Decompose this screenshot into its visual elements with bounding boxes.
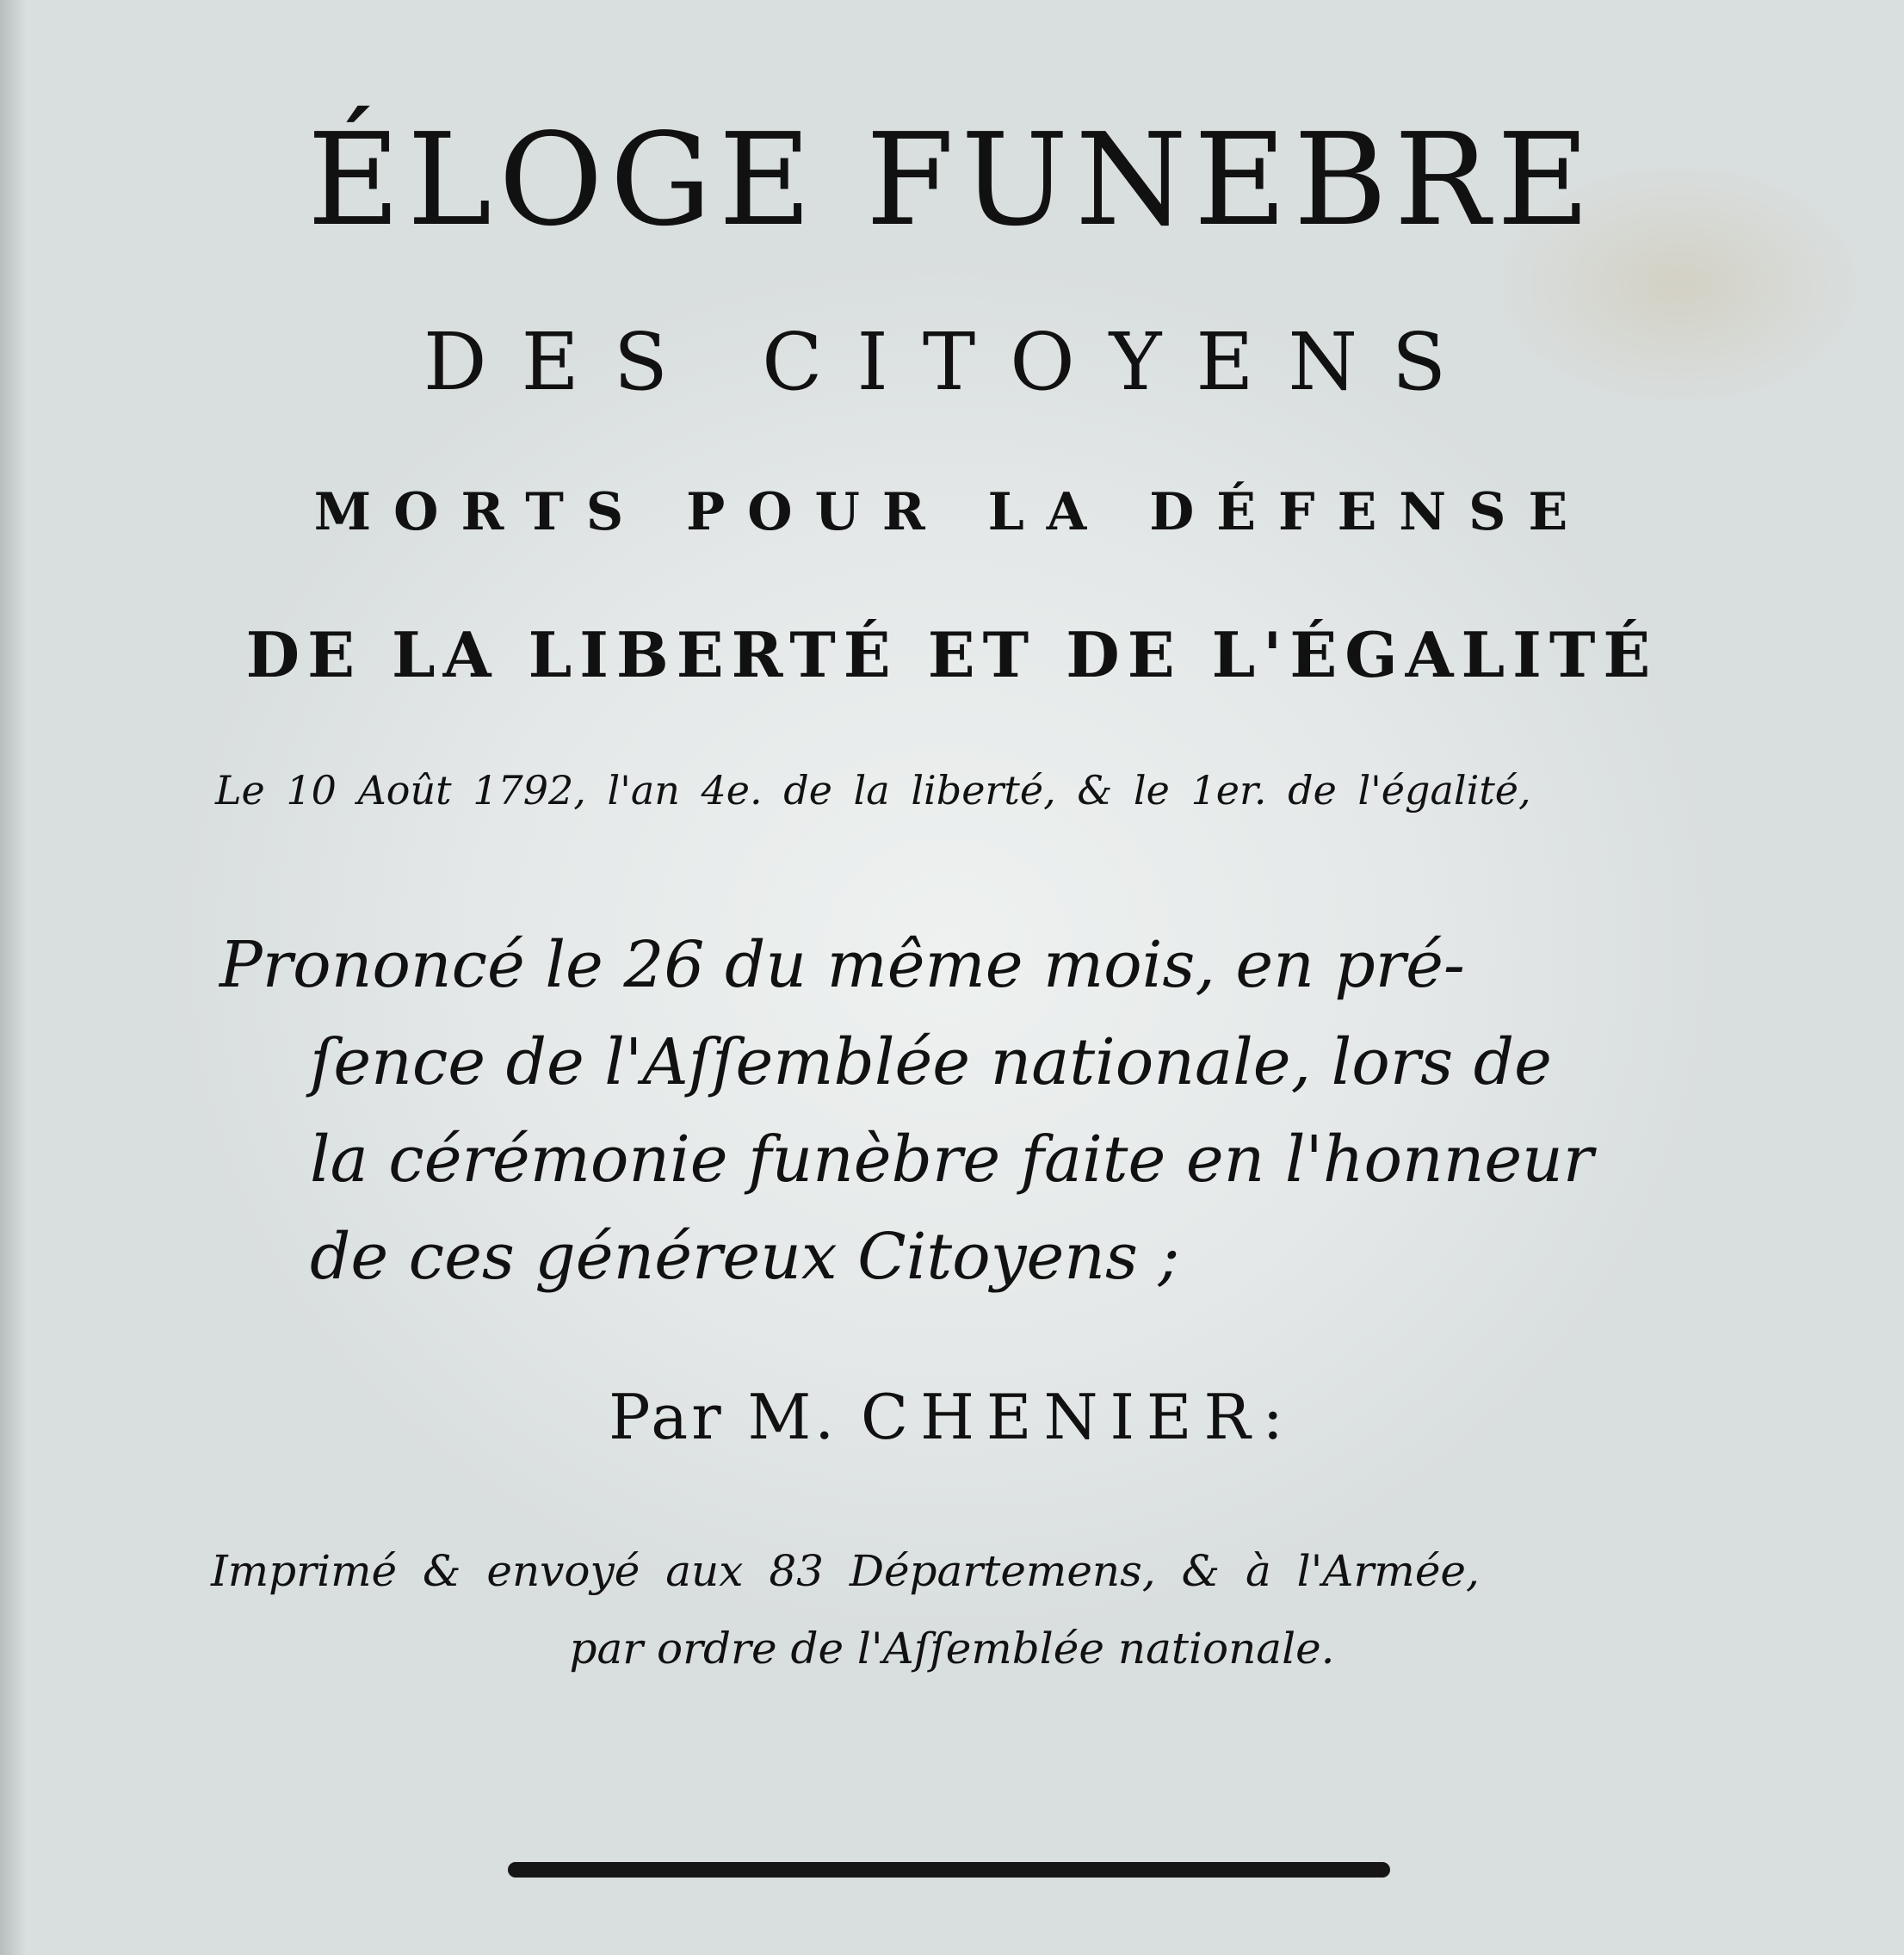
pronouncement-line: Prononcé le 26 du même mois, en pré- [219,928,1465,1002]
pronouncement-line: de ces généreux Citoyens ; [310,1220,1180,1294]
subtitle-line-3: DE LA LIBERTÉ ET DE L'ÉGALITÉ [245,618,1659,691]
pronouncement-paragraph [219,917,1700,1306]
pronouncement-line: la cérémonie funèbre faite en l'honneur [310,1123,1594,1197]
imprint-line-1: Imprimé & envoyé aux 83 Départemens, & à l'Armée, [211,1546,1480,1596]
subtitle-line-1: DES CITOYENS [423,316,1481,408]
subtitle-line-2: MORTS POUR LA DÉFENSE [313,482,1591,542]
author-name: CHENIER: [861,1381,1295,1453]
document-title: ÉLOGE FUNEBRE [306,106,1598,254]
author-line [0,1381,1904,1453]
pronouncement-line: ſence de l'Aſſemblée nationale, lors de [310,1025,1552,1099]
horizontal-rule [508,1862,1390,1878]
author-prefix: Par M. [609,1381,838,1453]
imprint-line-2: par ordre de l'Aſſemblée nationale. [569,1624,1335,1674]
dateline: Le 10 Août 1792, l'an 4e. de la liberté, & le 1er. de l'égalité, [215,767,1531,814]
